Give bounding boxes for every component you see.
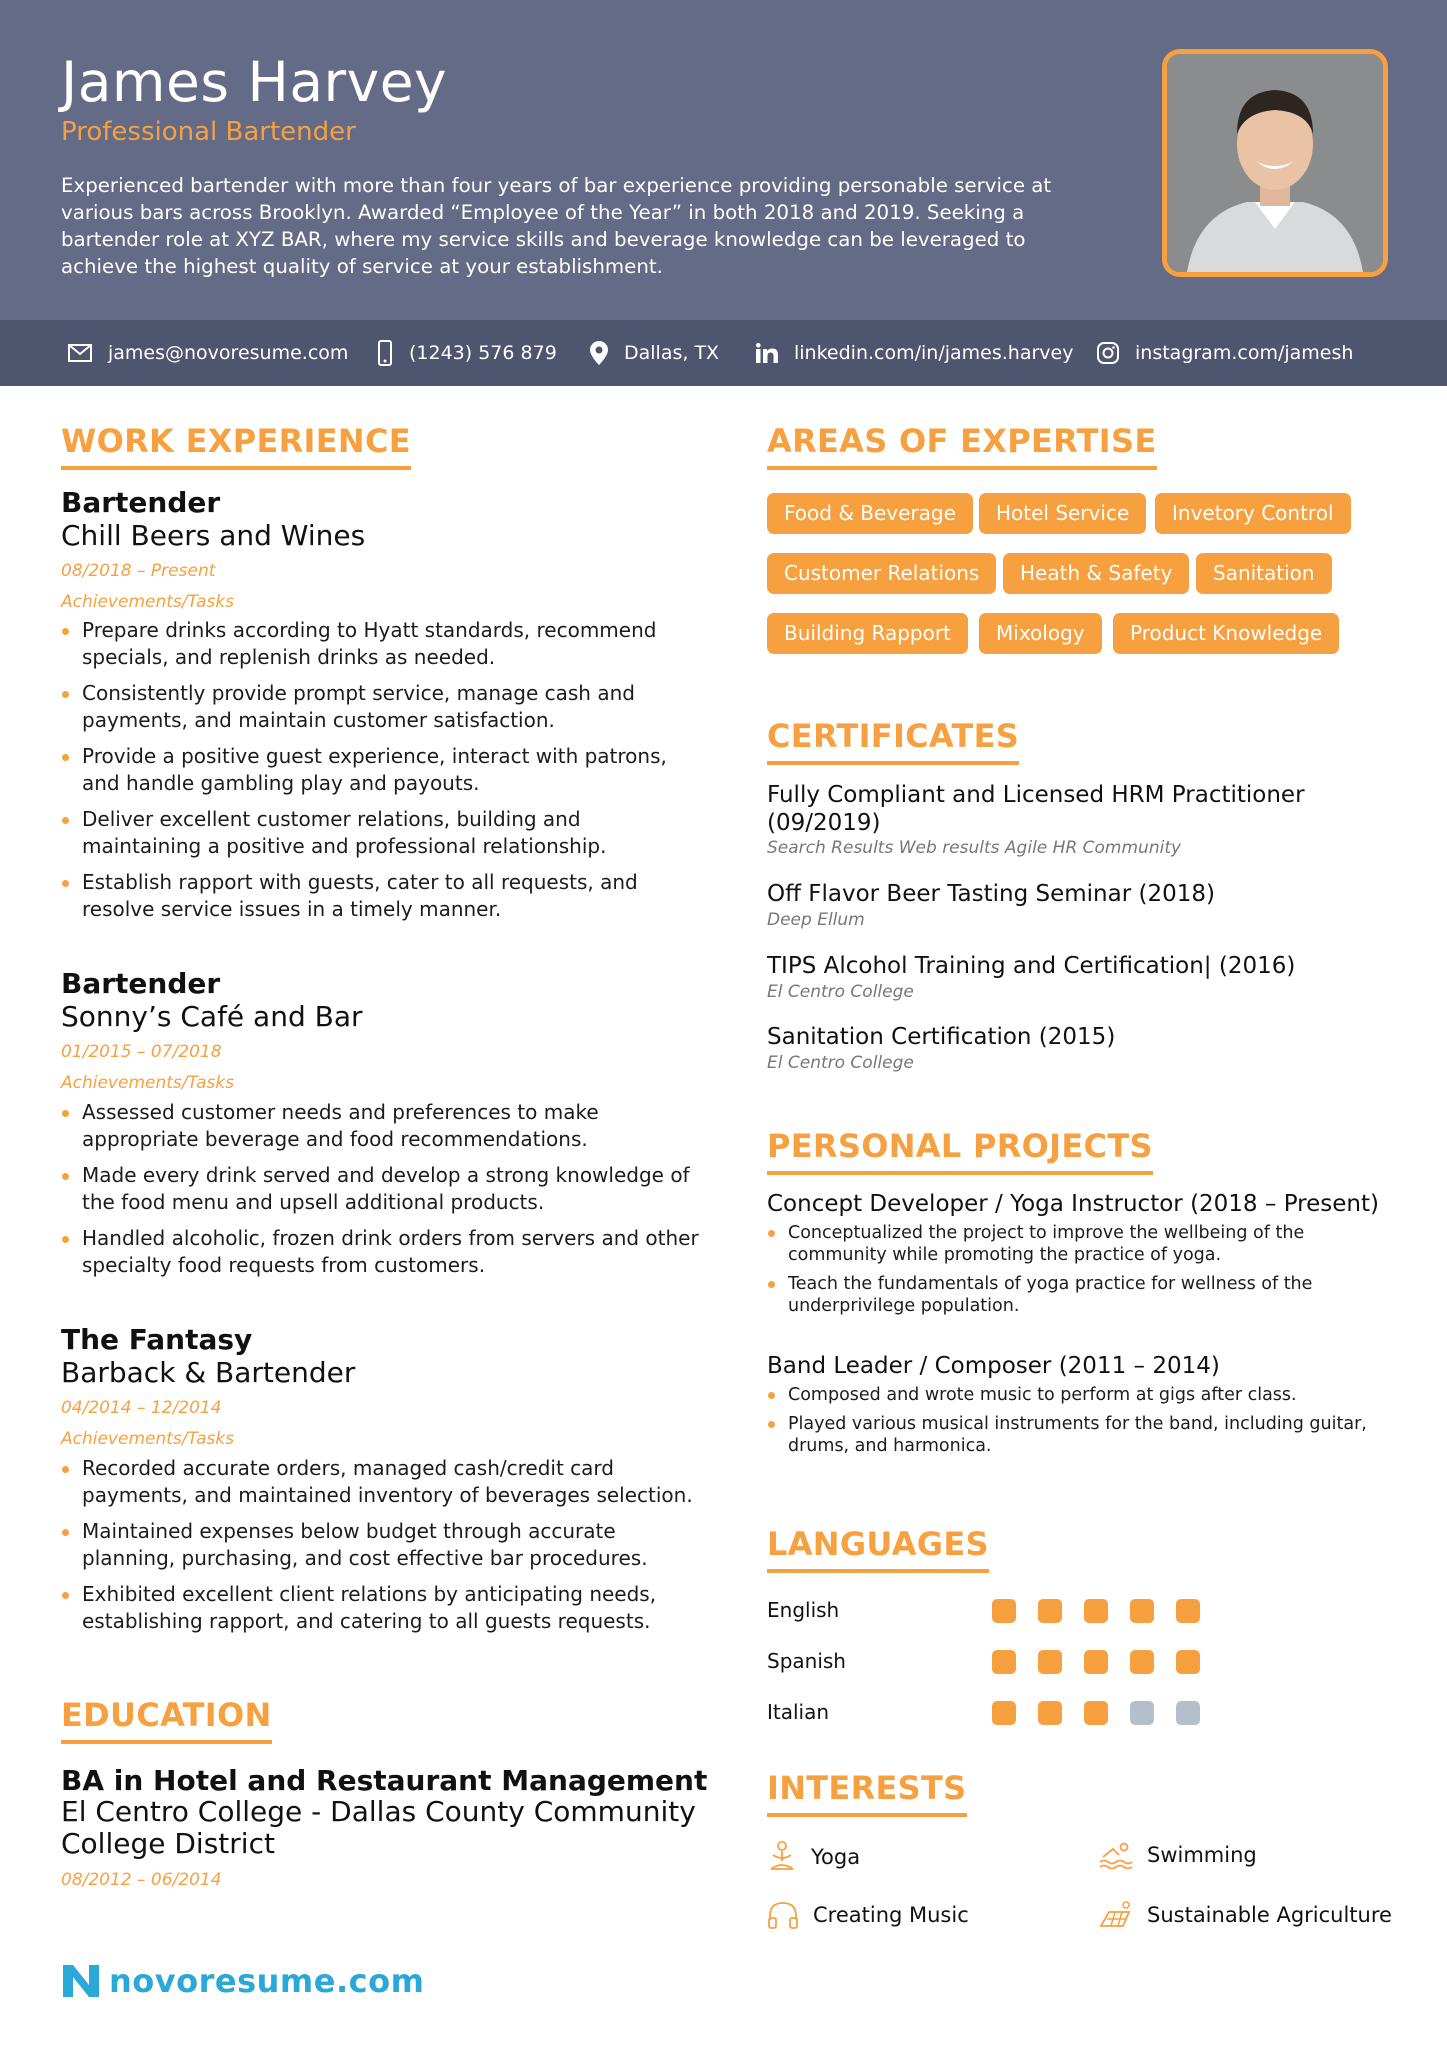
certificate-issuer: Deep Ellum bbox=[767, 910, 865, 930]
linkedin-text: linkedin.com/in/james.harvey bbox=[794, 342, 1074, 364]
candidate-title: Professional Bartender bbox=[61, 117, 356, 147]
language-level-dot bbox=[1038, 1701, 1062, 1725]
interest-item bbox=[1099, 1841, 1257, 1869]
instagram-text: instagram.com/jamesh bbox=[1135, 342, 1354, 364]
expertise-tag: Customer Relations bbox=[767, 553, 996, 594]
interest-item bbox=[1099, 1900, 1392, 1930]
job-bullets bbox=[61, 1099, 701, 1288]
job-achievements-label: Achievements/Tasks bbox=[61, 1429, 235, 1449]
language-level-dot bbox=[1176, 1599, 1200, 1623]
project-title: Concept Developer / Yoga Instructor (2018 – Present) bbox=[767, 1191, 1379, 1217]
project-bullets bbox=[767, 1222, 1377, 1324]
job-achievements-label: Achievements/Tasks bbox=[61, 1073, 235, 1093]
job-company: Sonny’s Café and Bar bbox=[61, 1000, 363, 1033]
section-work-experience: WORK EXPERIENCE bbox=[61, 422, 411, 470]
contact-email[interactable] bbox=[68, 320, 348, 386]
logo-text: novoresume.com bbox=[109, 1962, 425, 2000]
section-personal-projects: PERSONAL PROJECTS bbox=[767, 1127, 1153, 1175]
language-name: Spanish bbox=[767, 1649, 846, 1673]
language-level-dot bbox=[1176, 1701, 1200, 1725]
language-level-dot bbox=[1084, 1650, 1108, 1674]
profile-photo bbox=[1162, 49, 1388, 277]
job-dates: 04/2014 – 12/2014 bbox=[61, 1398, 222, 1418]
education-school: El Centro College - Dallas County Community College District bbox=[61, 1795, 696, 1860]
list-item: Deliver excellent customer relations, building and maintaining a positive and professional relationship. bbox=[61, 806, 701, 860]
language-level-dot bbox=[1130, 1701, 1154, 1725]
expertise-tag: Mixology bbox=[979, 613, 1102, 654]
certificate-title: Fully Compliant and Licensed HRM Practitioner (09/2019) bbox=[767, 782, 1305, 836]
job-dates: 08/2018 – Present bbox=[61, 561, 216, 581]
education-dates: 08/2012 – 06/2014 bbox=[61, 1870, 222, 1890]
candidate-name: James Harvey bbox=[61, 50, 448, 114]
interest-item bbox=[767, 1841, 860, 1873]
expertise-tag: Hotel Service bbox=[979, 493, 1146, 534]
certificate-title: Off Flavor Beer Tasting Seminar (2018) bbox=[767, 881, 1215, 907]
list-item: Conceptualized the project to improve the wellbeing of the community while promoting the practice of yoga. bbox=[767, 1222, 1377, 1266]
list-item: Exhibited excellent client relations by anticipating needs, establishing rapport, and catering to all guests requests. bbox=[61, 1581, 701, 1635]
list-item: Assessed customer needs and preferences to make appropriate beverage and food recommendations. bbox=[61, 1099, 701, 1153]
email-icon bbox=[68, 344, 92, 362]
interest-item bbox=[767, 1900, 969, 1930]
job-achievements-label: Achievements/Tasks bbox=[61, 592, 235, 612]
certificate-issuer: Search Results Web results Agile HR Community bbox=[767, 838, 1182, 858]
project-bullets bbox=[767, 1384, 1377, 1464]
language-level-dot bbox=[1084, 1701, 1108, 1725]
job-company: Barback & Bartender bbox=[61, 1356, 356, 1389]
certificate-issuer: El Centro College bbox=[767, 1053, 914, 1073]
language-level-dot bbox=[1176, 1650, 1200, 1674]
expertise-tag: Building Rapport bbox=[767, 613, 968, 654]
list-item: Composed and wrote music to perform at gigs after class. bbox=[767, 1384, 1377, 1406]
language-name: English bbox=[767, 1598, 840, 1622]
list-item: Teach the fundamentals of yoga practice for wellness of the underprivilege population. bbox=[767, 1273, 1377, 1317]
list-item: Played various musical instruments for the band, including guitar, drums, and harmonica. bbox=[767, 1413, 1377, 1457]
location-text: Dallas, TX bbox=[624, 342, 720, 364]
certificate-title: TIPS Alcohol Training and Certification| (2016) bbox=[767, 953, 1296, 979]
phone-text: (1243) 576 879 bbox=[409, 342, 557, 364]
email-text: james@novoresume.com bbox=[108, 342, 349, 364]
language-level-dot bbox=[992, 1701, 1016, 1725]
list-item: Made every drink served and develop a strong knowledge of the food menu and upsell additional products. bbox=[61, 1162, 701, 1216]
expertise-tag: Food & Beverage bbox=[767, 493, 973, 534]
certificate-issuer: El Centro College bbox=[767, 982, 914, 1002]
novoresume-logo[interactable] bbox=[61, 1962, 424, 2000]
education-degree: BA in Hotel and Restaurant Management bbox=[61, 1764, 708, 1797]
location-pin-icon bbox=[590, 341, 608, 365]
header bbox=[0, 0, 1447, 320]
interest-label: Creating Music bbox=[813, 1903, 969, 1927]
language-level-dot bbox=[1130, 1650, 1154, 1674]
interest-label: Yoga bbox=[811, 1845, 861, 1869]
yoga-icon bbox=[767, 1841, 797, 1873]
job-bullets bbox=[61, 617, 701, 932]
summary: Experienced bartender with more than four years of bar experience providing personable service at various bars across Brooklyn. Awarded “Employee of the Year” in both 2018 and 2019. Seeking a bartender role at XYZ BAR, where my service skills and beverage knowledge can be leveraged to achieve the highest quality of service at your establishment. bbox=[61, 174, 1052, 278]
language-level-dot bbox=[992, 1599, 1016, 1623]
novoresume-n-icon bbox=[61, 1963, 101, 1999]
section-certificates: CERTIFICATES bbox=[767, 717, 1019, 765]
project-title: Band Leader / Composer (2011 – 2014) bbox=[767, 1353, 1220, 1379]
job-title: Bartender bbox=[61, 486, 221, 519]
list-item: Handled alcoholic, frozen drink orders from servers and other specialty food requests from customers. bbox=[61, 1225, 701, 1279]
language-level-dot bbox=[1038, 1599, 1062, 1623]
headphones-icon bbox=[767, 1900, 799, 1930]
list-item: Recorded accurate orders, managed cash/credit card payments, and maintained inventory of beverages selection. bbox=[61, 1455, 701, 1509]
job-title: The Fantasy bbox=[61, 1323, 253, 1356]
phone-icon bbox=[377, 340, 393, 366]
certificate-title: Sanitation Certification (2015) bbox=[767, 1024, 1116, 1050]
list-item: Establish rapport with guests, cater to all requests, and resolve service issues in a timely manner. bbox=[61, 869, 701, 923]
language-level-dot bbox=[992, 1650, 1016, 1674]
contact-phone[interactable] bbox=[377, 320, 557, 386]
interest-label: Swimming bbox=[1147, 1843, 1257, 1867]
job-company: Chill Beers and Wines bbox=[61, 519, 366, 552]
expertise-tag: Product Knowledge bbox=[1113, 613, 1339, 654]
expertise-tag: Sanitation bbox=[1196, 553, 1332, 594]
section-languages: LANGUAGES bbox=[767, 1525, 989, 1573]
contact-bar bbox=[0, 320, 1447, 386]
swimming-icon bbox=[1099, 1841, 1133, 1869]
job-bullets bbox=[61, 1455, 701, 1644]
list-item: Provide a positive guest experience, interact with patrons, and handle gambling play and payouts. bbox=[61, 743, 701, 797]
agriculture-icon bbox=[1099, 1900, 1133, 1930]
expertise-tag: Invetory Control bbox=[1155, 493, 1351, 534]
interest-label: Sustainable Agriculture bbox=[1147, 1903, 1392, 1927]
list-item: Maintained expenses below budget through accurate planning, purchasing, and cost effective bar procedures. bbox=[61, 1518, 701, 1572]
job-dates: 01/2015 – 07/2018 bbox=[61, 1042, 222, 1062]
language-name: Italian bbox=[767, 1700, 830, 1724]
language-level-dot bbox=[1084, 1599, 1108, 1623]
contact-location bbox=[590, 320, 719, 386]
contact-linkedin[interactable] bbox=[756, 320, 1073, 386]
section-interests: INTERESTS bbox=[767, 1769, 967, 1817]
linkedin-icon bbox=[756, 343, 778, 363]
list-item: Consistently provide prompt service, manage cash and payments, and maintain customer satisfaction. bbox=[61, 680, 701, 734]
language-level-dot bbox=[1038, 1650, 1062, 1674]
language-level-dot bbox=[1130, 1599, 1154, 1623]
section-education: EDUCATION bbox=[61, 1696, 272, 1744]
contact-instagram[interactable] bbox=[1097, 320, 1353, 386]
instagram-icon bbox=[1097, 342, 1119, 364]
section-areas-of-expertise: AREAS OF EXPERTISE bbox=[767, 422, 1157, 470]
list-item: Prepare drinks according to Hyatt standards, recommend specials, and replenish drinks as needed. bbox=[61, 617, 701, 671]
job-title: Bartender bbox=[61, 967, 221, 1000]
expertise-tag: Heath & Safety bbox=[1003, 553, 1189, 594]
